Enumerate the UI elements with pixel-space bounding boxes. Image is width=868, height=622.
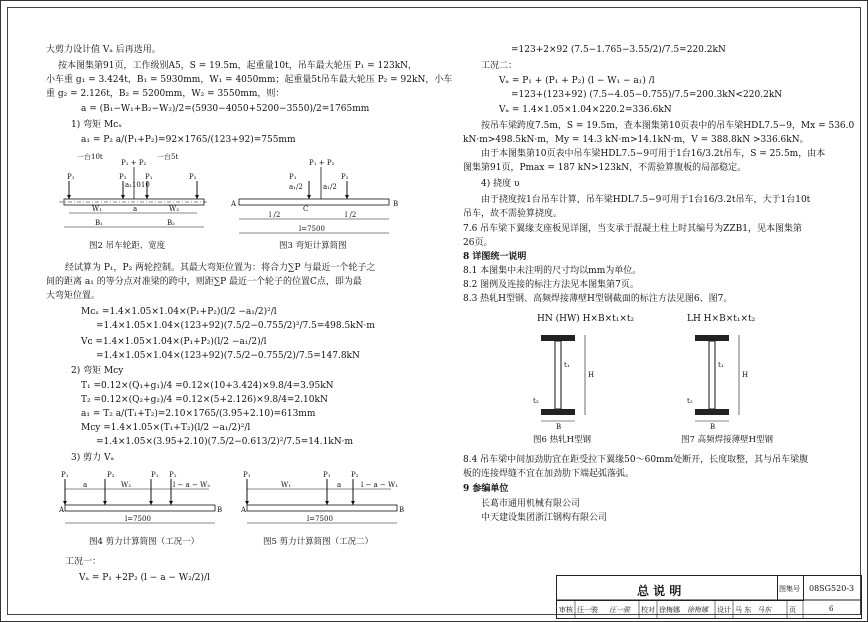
a1-formula: a₁ = T₂ a/(T₁+T₂)=2.10×1765/(3.95+2.10)=613mm	[81, 409, 316, 419]
left-line-1: 大剪力设计值 Vₐ 后再选用。	[46, 45, 161, 55]
shear-c-value: =1.4×1.05×1.04×(123+92)(7.5/2−0.755/2)/7.5=147.8kN	[96, 351, 360, 361]
p1-label-2: P₁	[145, 173, 153, 181]
case-1-formula: Vₐ = P₁ +2P₂ (l − a − W₂/2)/l	[79, 573, 210, 583]
fig7-h: H	[742, 371, 749, 379]
designer-name: 马 东	[735, 606, 752, 614]
w2-label: W₂	[169, 205, 180, 213]
crane-10t-label: 一台10t	[77, 153, 103, 161]
left-line-7: a₁ = P₂ a/(P₁+P₂)=92×1765/(123+92)=755mm	[81, 135, 296, 145]
right-line-11: 由于挠度按1台吊车计算，吊车梁HDL7.5−9可用于1台16/3.2t吊车，大于1台10t	[481, 195, 811, 205]
atlas-number: 08SG520-3	[809, 584, 855, 593]
right-line-8: 由于本图集第10页表中吊车梁HDL7.5−9可用于1台16/3.2t吊车，S = 25.5m，由本	[481, 149, 826, 159]
design-label: 设计	[717, 606, 731, 614]
a1-1010-label: a₁1010	[125, 181, 150, 189]
check-label: 校对	[641, 606, 655, 614]
paragraph-3: 大弯矩位置。	[46, 291, 101, 301]
fig4-support-b: B	[217, 506, 223, 514]
figure-4-caption: 图4 剪力计算简图（工况一）	[89, 537, 200, 547]
figure-3-caption: 图3 弯矩计算简图	[279, 241, 347, 251]
moment-cx-value: =1.4×1.05×1.04×(123+92)(7.5/2−0.755/2)²/7.5=498.5kN·m	[96, 321, 375, 331]
case-2-value: =123+(123+92) (7.5−4.05−0.755)/7.5=200.3kN<220.2kN	[511, 90, 783, 100]
fig3-p1p2-label: P₁ + P₂	[309, 159, 335, 167]
fig4-p1: P₁	[61, 471, 69, 479]
page-label: 页	[789, 606, 796, 614]
participant-1: 长葛市通用机械有限公司	[481, 499, 581, 509]
moment-cy-value: =1.4×1.05×(3.95+2.10)(7.5/2−0.613/2)²/7.5=14.1kN·m	[96, 437, 354, 447]
figure-6-hot-rolled-h-section	[531, 331, 601, 431]
fig3-point-c: C	[303, 205, 309, 213]
checker-signature: 徐梅娜	[687, 606, 708, 614]
fig5-a: a	[337, 481, 342, 489]
fig3-a1half-label: a₁/2	[289, 183, 303, 191]
p2-label-2: P₂	[189, 173, 197, 181]
left-line-3: 小车重 g₁ = 3.424t，B₁ = 5930mm，W₁ = 4050mm；起重量5t吊车最大轮压 P₂ = 92kN，小车	[46, 75, 453, 85]
fig6-b: B	[556, 423, 562, 431]
fig5-lminus: l − a − W₁	[361, 481, 399, 489]
fig3-p2-label: P₂	[341, 173, 349, 181]
fig5-p2: P₂	[351, 471, 359, 479]
reviewer-signature: 汪一骏	[609, 606, 630, 614]
figure-4-shear-case-1	[59, 469, 234, 534]
fig4-p2-2: P₂	[169, 471, 177, 479]
moment-x-heading: 1) 弯矩 Mᴄₓ	[71, 120, 123, 130]
shear-c-formula: Vᴄ =1.4×1.05×1.04×(P₁+P₂)(l/2 −a₁/2)/l	[81, 337, 267, 347]
checker-name: 徐梅娜	[659, 606, 680, 614]
fig3-support-b: B	[393, 200, 399, 208]
shear-heading: 3) 剪力 Vₐ	[71, 453, 114, 463]
fig5-p1: P₁	[243, 471, 251, 479]
crane-5t-label: 一台5t	[157, 153, 179, 161]
reviewer-name: 汪一骏	[577, 606, 598, 614]
fig4-w2: W₂	[121, 481, 132, 489]
moment-y-heading: 2) 弯矩 Mᴄy	[71, 366, 124, 376]
moment-cx-formula: Mᴄₓ =1.4×1.05×1.04×(P₁+P₂)(l/2 −a₁/2)²/l	[81, 307, 277, 317]
p1p2-label: P₁ + P₂	[121, 159, 147, 167]
p2-label: P₂	[119, 173, 127, 181]
p1-label: P₁	[67, 173, 75, 181]
moment-cy-formula: Mᴄy =1.4×1.05×(T₁+T₂)(l/2 −a₁/2)²/l	[81, 423, 251, 433]
figure-5-caption: 图5 剪力计算简图（工况二）	[263, 537, 374, 547]
b2-label: B₂	[167, 219, 175, 227]
section-8-heading: 8 详图统一说明	[463, 252, 527, 262]
left-line-5: a = (B₁−W₁+B₂−W₂)/2=(5930−4050+5200−3550)/2=1765mm	[81, 104, 370, 114]
b1-label: B₁	[95, 219, 103, 227]
designer-signature: 马东	[757, 606, 771, 614]
fig3-span-label: l=7500	[299, 225, 325, 233]
fig5-span: l=7500	[307, 515, 333, 523]
t2-formula: T₂ =0.12×(Q₂+g₂)/4 =0.12×(5+2.126)×9.8/4=2.10kN	[81, 395, 328, 405]
section-8-4-line-1: 8.4 吊车梁中间加劲肋宜在距受拉下翼缘50～60mm处断开，长度取整，其与吊车梁腹	[463, 455, 809, 465]
section-8-4-line-2: 板的连接焊缝不宜在加劲肋下端起弧落弧。	[463, 469, 635, 479]
right-line-7: kN·m>498.5kN·m，My = 14.3 kN·m>14.1kN·m，V = 388.8kN >336.6kN。	[463, 135, 809, 145]
fig4-lminus: l − a − W₂	[173, 481, 211, 489]
right-line-1: =123+2×92 (7.5−1.765−3.55/2)/7.5=220.2kN	[511, 45, 726, 55]
section-8-1: 8.1 本图集中未注明的尺寸均以mm为单位。	[463, 266, 642, 276]
t1-formula: T₁ =0.12×(Q₁+g₁)/4 =0.12×(10+3.424)×9.8/4=3.95kN	[81, 381, 334, 391]
left-line-4: 重 g₂ = 2.126t，B₂ = 5200mm，W₂ = 3550mm，则：	[46, 89, 285, 99]
fig5-p1-2: P₁	[323, 471, 331, 479]
fig6-h: H	[588, 371, 595, 379]
fig5-support-b: B	[399, 506, 405, 514]
lh-section-label: LH H×B×t₁×t₂	[687, 314, 756, 324]
fig3-lhalf-label: l /2	[269, 211, 281, 219]
right-line-9: 图集第91页，Pmax = 187 kN>123kN，不需验算腹板的局部稳定。	[463, 163, 747, 173]
page-number: 6	[829, 605, 834, 613]
section-9-heading: 9 参编单位	[463, 484, 509, 494]
fig7-t1: t₁	[718, 361, 724, 369]
a-label: a	[133, 205, 138, 213]
right-line-6: 按吊车梁跨度7.5m，S = 19.5m，查本图集第10页表中的吊车梁HDL7.5−9，Mx = 536.0	[481, 121, 855, 131]
case-1-label: 工况一：	[65, 557, 102, 567]
fig5-support-a: A	[241, 506, 247, 514]
fig3-p1-label: P₁	[289, 173, 297, 181]
section-8-3: 8.3 热轧H型钢、高频焊接薄壁H型钢截面的标注方法见图6、图7。	[463, 294, 733, 304]
design-shear: Vₐ = 1.4×1.05×1.04×220.2=336.6kN	[499, 105, 672, 115]
fig3-lhalf-label-2: l /2	[345, 211, 357, 219]
fig4-support-a: A	[59, 506, 65, 514]
fig4-span: l=7500	[125, 515, 151, 523]
paragraph-2: 间的距离 a₁ 的等分点对准梁的跨中，则距∑P 最近一个轮子的位置C点，即为最	[46, 277, 362, 287]
case-2-label: 工况二：	[481, 61, 518, 71]
fig3-support-a: A	[231, 200, 237, 208]
paragraph-1: 经试算为 P₁，P₂ 两轮控制。其最大弯矩位置为：将合力∑P 与最近一个轮子之	[65, 263, 376, 273]
fig5-w1: W₁	[281, 481, 292, 489]
figure-2-caption: 图2 吊车轮距、宽度	[89, 241, 166, 251]
title-block	[556, 575, 862, 619]
section-8-2: 8.2 图例及连接的标注方法见本图集第7页。	[463, 280, 639, 290]
fig6-t1: t₁	[564, 361, 570, 369]
w1-label: W₁	[92, 205, 103, 213]
sheet-title: 总 说 明	[637, 584, 682, 598]
case-2-formula: Vₐ = P₁ + (P₁ + P₂) (l − W₁ − a₁) /l	[499, 76, 655, 86]
atlas-number-label: 图集号	[779, 585, 800, 593]
fig4-a: a	[83, 481, 88, 489]
left-line-2: 按本图集第91页，工作级别A5，S = 19.5m，起重量10t，吊车最大轮压 P₁ = 123kN，	[58, 61, 418, 71]
participant-2: 中天建设集团浙江钢构有限公司	[481, 513, 608, 523]
fig4-p2: P₂	[107, 471, 115, 479]
fig4-p1-2: P₁	[151, 471, 159, 479]
right-line-13: 7.6 吊车梁下翼缘支座板见详图，当支承于混凝土柱上时其编号为ZZB1，见本图集第	[463, 224, 803, 234]
figure-5-shear-case-2	[241, 469, 416, 534]
figure-7-welded-h-section	[685, 331, 755, 431]
right-line-12: 吊车，故不需验算挠度。	[463, 209, 563, 219]
fig7-b: B	[710, 423, 716, 431]
fig7-t2: t₂	[687, 397, 693, 405]
figure-7-caption: 图7 高频焊接薄壁H型钢	[681, 435, 774, 445]
figure-6-caption: 图6 热轧H型钢	[533, 435, 592, 445]
review-label: 审核	[559, 606, 573, 614]
fig6-t2: t₂	[533, 397, 539, 405]
deflection-heading: 4) 挠度 υ	[481, 179, 520, 189]
fig3-a1half-label-2: a₁/2	[323, 183, 337, 191]
hn-section-label: HN (HW) H×B×t₁×t₂	[537, 314, 635, 324]
right-line-14: 26页。	[463, 238, 493, 248]
